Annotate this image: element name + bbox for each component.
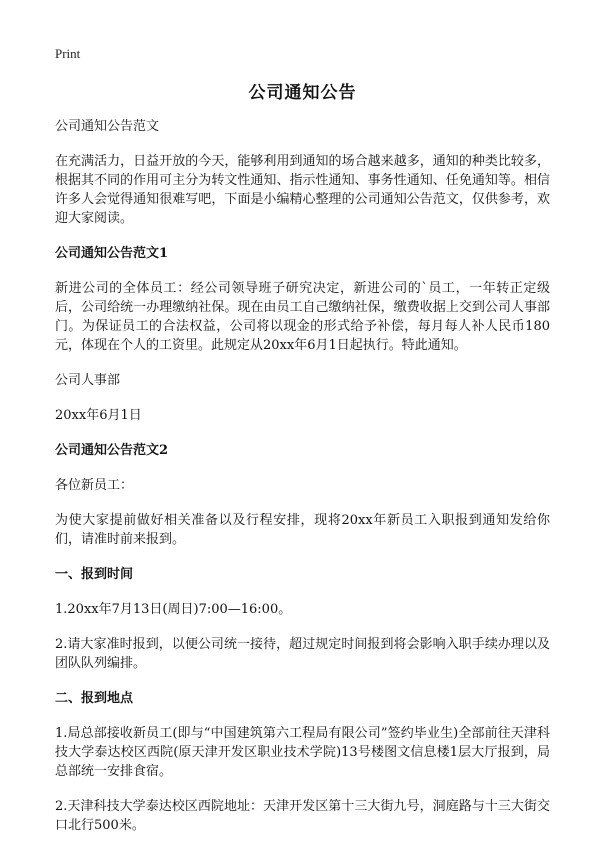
- sample2-body: 为使大家提前做好相关准备以及行程安排，现将20xx年新员工入职报到通知发给你们，请准时前来报到。: [55, 513, 550, 547]
- sample2-greeting: 各位新员工：: [55, 478, 134, 493]
- section1-item1: 1.20xx年7月13日(周日)7:00—16:00。: [55, 602, 292, 617]
- document-body: [55, 78, 550, 851]
- sample1-date: 20xx年6月1日: [55, 408, 142, 423]
- sample1-signature: 公司人事部: [55, 373, 121, 388]
- sample1-body: 新进公司的全体员工：经公司领导班子研究决定，新进公司的`员工，一年转正定级后，公司给统一办理缴纳社保。现在由员工自己缴纳社保，缴费收据上交到公司人事部门。为保证员工的合法权益，公司将以现金的形式给予补偿，每月每人补人民币180元，体现在个人的工资里。此规定从20xx年6月1日起执行。特此通知。: [55, 281, 550, 353]
- section1-heading: 一、报到时间: [55, 567, 134, 582]
- sample2-heading: 公司通知公告范文2: [55, 443, 169, 458]
- section2-location2: 2.天津科技大学泰达校区西院地址：天津开发区第十三大街九号，洞庭路与十三大街交口北行500米。: [55, 799, 550, 833]
- print-link[interactable]: Print: [55, 46, 81, 61]
- doc-subtitle: 公司通知公告范文: [55, 119, 160, 134]
- section2-location1: 1.局总部接收新员工(即与“中国建筑第六工程局有限公司”签约毕业生)全部前往天津科技大学泰达校区西院(原天津开发区职业技术学院)13号楼图文信息楼1层大厅报到，局总部统一安排食宿。: [55, 726, 550, 779]
- section1-item2: 2.请大家准时报到，以便公司统一接待，超过规定时间报到将会影响入职手续办理以及团队队列编排。: [55, 637, 550, 671]
- intro-paragraph: 在充满活力，日益开放的今天，能够利用到通知的场合越来越多，通知的种类比较多，根据其不同的作用可主分为转文性通知、指示性通知、事务性通知、任免通知等。相信许多人会觉得通知很难写吧，下面是小编精心整理的公司通知公告范文，仅供参考，欢迎大家阅读。: [55, 154, 550, 226]
- section2-heading: 二、报到地点: [55, 691, 134, 706]
- sample1-heading: 公司通知公告范文1: [55, 246, 169, 261]
- page-title: 公司通知公告: [248, 83, 357, 103]
